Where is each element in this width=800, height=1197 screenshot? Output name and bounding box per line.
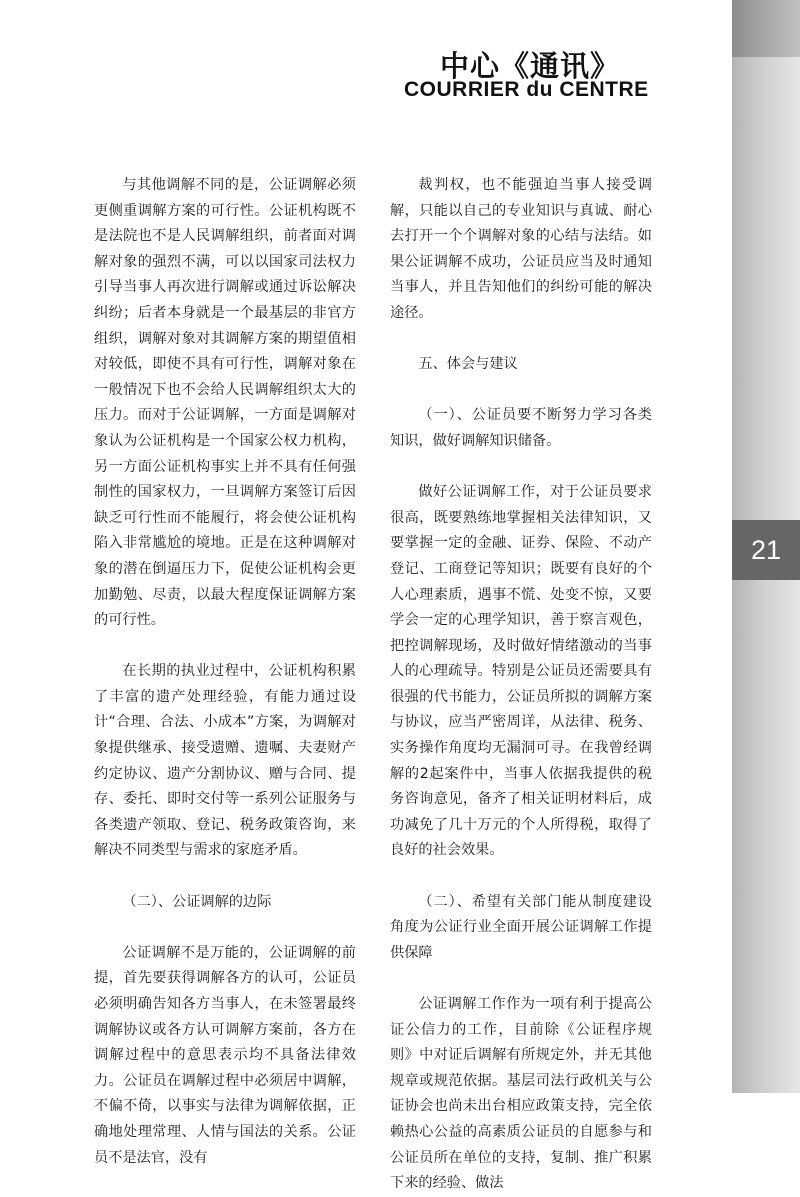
paragraph-feasibility: 与其他调解不同的是，公证调解必须更侧重调解方案的可行性。公证机构既不是法院也不是人民调解组织，前者面对调解对象的强烈不满，可以以国家司法权力引导当事人再次进行调解或通过诉讼解决纠纷；后者本身就是一个最基层的非官方组织，调解对象对其调解方案的期望值相对较低，即使不具有可行性，调解对象在一般情况下也不会给人民调解组织太大的压力。而对于公证调解，一方面是调解对象认为公证机构是一个国家公权力机构，另一方面公证机构事实上并不具有任何强制性的国家权力，一旦调解方案签订后因缺乏可行性而不能履行，将会使公证机构陷入非常尴尬的境地。正是在这种调解对象的潜在倒逼压力下，促使公证机构会更加勤勉、尽责，以最大程度保证调解方案的可行性。 — [94, 177, 356, 629]
paragraph-continuation: 裁判权，也不能强迫当事人接受调解，只能以自己的专业知识与真诚、耐心去打开一个个调解对象的心结与法结。如果公证调解不成功，公证员应当及时通知当事人，并且告知他们的纠纷可能的解决途径。 — [390, 177, 652, 321]
page-number-box — [732, 520, 800, 580]
left-column — [94, 173, 356, 1171]
masthead-title-chinese: 中心《通讯》 — [440, 49, 621, 83]
section-heading-reflections: 五、体会与建议 — [418, 356, 518, 373]
section-heading-boundaries: （二）、公证调解的边际 — [122, 893, 272, 910]
paragraph-experience: 在长期的执业过程中，公证机构积累了丰富的遗产处理经验，有能力通过设计“合理、合法、小成本”方案，为调解对象提供继承、接受遗赠、遗嘱、夫妻财产约定协议、遗产分割协议、赠与合同、提存、委托、即时交付等一系列公证服务与各类遗产领取、登记、税务政策咨询，来解决不同类型与需求的家庭矛盾。 — [94, 663, 356, 859]
masthead-title-french: COURRIER du CENTRE — [404, 78, 649, 101]
subheading-institutional-support: （二）、希望有关部门能从制度建设角度为公证行业全面开展公证调解工作提供保障 — [390, 893, 652, 961]
paragraph-institutional-support: 公证调解工作作为一项有利于提高公证公信力的工作，目前除《公证程序规则》中对证后调解有所规定外，并无其他规章或规范依据。基层司法行政机关与公证协会也尚未出台相应政策支持，完全依赖热心公益的高素质公证员的自愿参与和公证员所在单位的支持，复制、推广积累下来的经验、做法 — [390, 996, 652, 1192]
page-number: 21 — [750, 534, 782, 565]
paragraph-learning: 做好公证调解工作，对于公证员要求很高，既要熟练地掌握相关法律知识，又要掌握一定的金融、证券、保险、不动产登记、工商登记等知识；既要有良好的个人心理素质，遇事不慌、处变不惊，又要学会一定的心理学知识，善于察言观色，把控调解现场，及时做好情绪激动的当事人的心理疏导。特别是公证员还需要具有很强的代书能力，公证员所拟的调解方案与协议，应当严密周详，从法律、税务、实务操作角度均无漏洞可寻。在我曾经调解的2起案件中，当事人依据我提供的税务咨询意见，备齐了相关证明材料后，成功减免了几十万元的个人所得税，取得了良好的社会效果。 — [390, 484, 652, 859]
right-column — [390, 173, 652, 1197]
paragraph-boundaries: 公证调解不是万能的，公证调解的前提，首先要获得调解各方的认可，公证员必须明确告知各方当事人，在未签署最终调解协议或各方认可调解方案前，各方在调解过程中的意思表示均不具备法律效力。公证员在调解过程中必须居中调解，不偏不倚，以事实与法律为调解依据，正确地处理常理、人情与国法的关系。公证员不是法官，没有 — [94, 944, 356, 1166]
side-tab — [732, 0, 800, 1093]
subheading-learning: （一）、公证员要不断努力学习各类知识，做好调解知识储备。 — [390, 407, 652, 449]
side-tab-top-band — [732, 0, 800, 57]
